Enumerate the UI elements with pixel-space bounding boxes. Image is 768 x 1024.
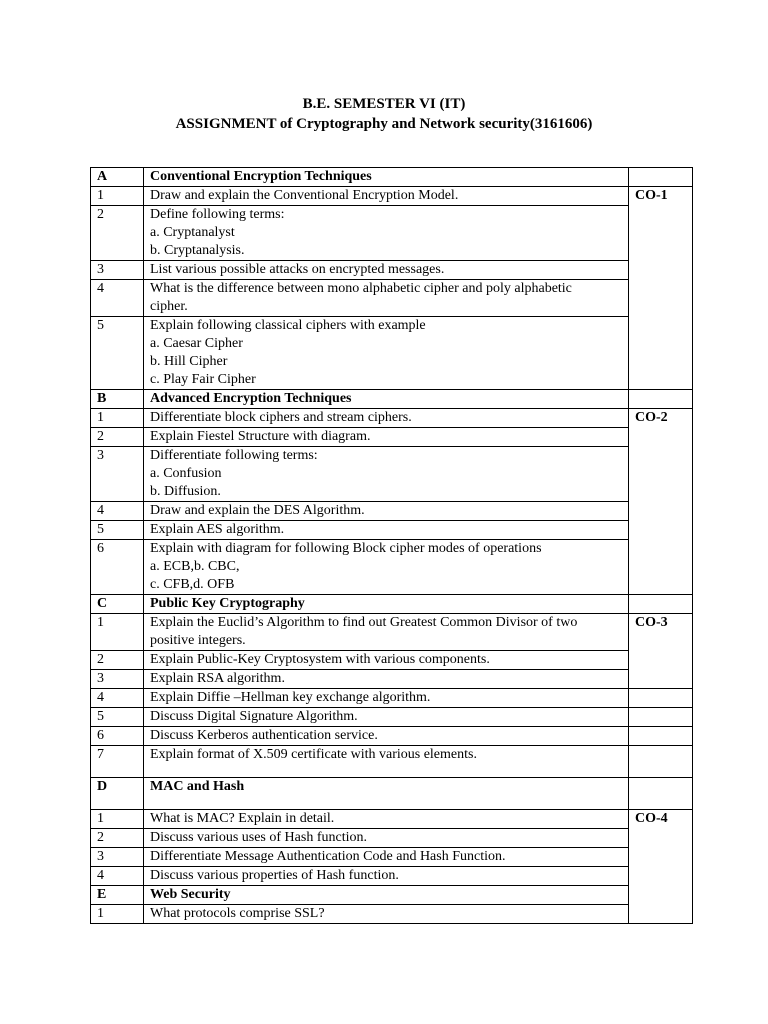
question-line: What protocols comprise SSL? bbox=[150, 906, 325, 921]
question-row bbox=[91, 651, 693, 670]
question-text bbox=[144, 829, 629, 848]
section-header-b bbox=[91, 390, 693, 409]
question-line: Discuss Digital Signature Algorithm. bbox=[150, 709, 358, 724]
course-outcome: CO-4 bbox=[629, 810, 693, 924]
question-text bbox=[144, 261, 629, 280]
co-cell bbox=[629, 595, 693, 614]
question-line: Discuss Kerberos authentication service. bbox=[150, 728, 378, 743]
question-line: Differentiate Message Authentication Code and Hash Function. bbox=[150, 849, 506, 864]
question-row bbox=[91, 187, 693, 206]
question-line: c. Play Fair Cipher bbox=[150, 372, 256, 387]
section-id: C bbox=[91, 595, 144, 614]
question-line: Define following terms: bbox=[150, 207, 285, 222]
question-text bbox=[144, 810, 629, 829]
question-row bbox=[91, 428, 693, 447]
question-number: 6 bbox=[91, 540, 144, 595]
question-text bbox=[144, 428, 629, 447]
section-id: A bbox=[91, 168, 144, 187]
question-text bbox=[144, 708, 629, 727]
question-number: 2 bbox=[91, 206, 144, 261]
question-line: List various possible attacks on encrypted messages. bbox=[150, 262, 445, 277]
question-row bbox=[91, 540, 693, 595]
question-number: 4 bbox=[91, 867, 144, 886]
question-line: Explain format of X.509 certificate with various elements. bbox=[150, 747, 477, 762]
question-row bbox=[91, 447, 693, 502]
co-cell bbox=[629, 746, 693, 778]
question-number: 2 bbox=[91, 651, 144, 670]
co-cell bbox=[629, 727, 693, 746]
section-title: MAC and Hash bbox=[144, 778, 629, 810]
question-number: 5 bbox=[91, 708, 144, 727]
question-line: c. CFB,d. OFB bbox=[150, 577, 235, 592]
question-text bbox=[144, 502, 629, 521]
question-line: Discuss various properties of Hash function. bbox=[150, 868, 399, 883]
question-row bbox=[91, 521, 693, 540]
question-number: 2 bbox=[91, 428, 144, 447]
question-text bbox=[144, 187, 629, 206]
question-line: a. Confusion bbox=[150, 466, 222, 481]
question-number: 3 bbox=[91, 261, 144, 280]
co-cell bbox=[629, 778, 693, 810]
question-text bbox=[144, 206, 629, 261]
question-text bbox=[144, 670, 629, 689]
question-line: Explain Public-Key Cryptosystem with various components. bbox=[150, 652, 490, 667]
section-header-a bbox=[91, 168, 693, 187]
section-header-c bbox=[91, 595, 693, 614]
question-number: 3 bbox=[91, 447, 144, 502]
question-row bbox=[91, 746, 693, 778]
question-row bbox=[91, 502, 693, 521]
section-id: E bbox=[91, 886, 144, 905]
question-row bbox=[91, 670, 693, 689]
question-line: Differentiate following terms: bbox=[150, 448, 318, 463]
question-text bbox=[144, 746, 629, 778]
section-id: B bbox=[91, 390, 144, 409]
assignment-table bbox=[90, 167, 693, 924]
question-text bbox=[144, 651, 629, 670]
question-number: 1 bbox=[91, 614, 144, 651]
section-title: Advanced Encryption Techniques bbox=[144, 390, 629, 409]
question-number: 3 bbox=[91, 848, 144, 867]
question-line: Discuss various uses of Hash function. bbox=[150, 830, 367, 845]
question-number: 1 bbox=[91, 810, 144, 829]
course-outcome: CO-2 bbox=[629, 409, 693, 595]
question-line: Explain following classical ciphers with example bbox=[150, 318, 426, 333]
co-cell bbox=[629, 390, 693, 409]
question-line: Differentiate block ciphers and stream ciphers. bbox=[150, 410, 412, 425]
question-line: b. Diffusion. bbox=[150, 484, 221, 499]
question-row bbox=[91, 689, 693, 708]
question-line: Explain AES algorithm. bbox=[150, 522, 285, 537]
question-line: Explain Diffie –Hellman key exchange algorithm. bbox=[150, 690, 431, 705]
question-row bbox=[91, 829, 693, 848]
question-line: Draw and explain the DES Algorithm. bbox=[150, 503, 365, 518]
question-number: 4 bbox=[91, 502, 144, 521]
question-number: 2 bbox=[91, 829, 144, 848]
question-text bbox=[144, 280, 629, 317]
document-header bbox=[0, 94, 768, 134]
question-row bbox=[91, 848, 693, 867]
section-header-d bbox=[91, 778, 693, 810]
question-number: 5 bbox=[91, 521, 144, 540]
section-title: Web Security bbox=[144, 886, 629, 905]
question-text bbox=[144, 317, 629, 390]
question-number: 1 bbox=[91, 409, 144, 428]
question-text bbox=[144, 614, 629, 651]
question-line: b. Hill Cipher bbox=[150, 354, 228, 369]
section-title: Public Key Cryptography bbox=[144, 595, 629, 614]
co-cell bbox=[629, 689, 693, 708]
question-text bbox=[144, 540, 629, 595]
question-line: Explain Fiestel Structure with diagram. bbox=[150, 429, 371, 444]
semester-title: B.E. SEMESTER VI (IT) bbox=[302, 96, 466, 112]
question-row bbox=[91, 810, 693, 829]
question-line: What is the difference between mono alphabetic cipher and poly alphabetic bbox=[150, 281, 572, 296]
section-title: Conventional Encryption Techniques bbox=[144, 168, 629, 187]
question-row bbox=[91, 727, 693, 746]
question-row bbox=[91, 867, 693, 886]
co-cell bbox=[629, 708, 693, 727]
question-text bbox=[144, 848, 629, 867]
question-row bbox=[91, 409, 693, 428]
question-row bbox=[91, 261, 693, 280]
question-number: 1 bbox=[91, 187, 144, 206]
question-number: 5 bbox=[91, 317, 144, 390]
question-line: Explain the Euclid’s Algorithm to find out Greatest Common Divisor of two bbox=[150, 615, 578, 630]
question-number: 3 bbox=[91, 670, 144, 689]
question-row bbox=[91, 905, 693, 924]
question-line: b. Cryptanalysis. bbox=[150, 243, 245, 258]
question-line: What is MAC? Explain in detail. bbox=[150, 811, 335, 826]
question-row bbox=[91, 708, 693, 727]
question-row bbox=[91, 280, 693, 317]
question-line: cipher. bbox=[150, 299, 188, 314]
question-text bbox=[144, 409, 629, 428]
question-line: a. ECB,b. CBC, bbox=[150, 559, 240, 574]
co-cell bbox=[629, 168, 693, 187]
question-number: 7 bbox=[91, 746, 144, 778]
co-cell bbox=[629, 670, 693, 689]
assignment-title: ASSIGNMENT of Cryptography and Network security(3161606) bbox=[175, 116, 593, 132]
question-text bbox=[144, 447, 629, 502]
question-row bbox=[91, 614, 693, 651]
question-row bbox=[91, 206, 693, 261]
question-text bbox=[144, 867, 629, 886]
section-header-e bbox=[91, 886, 693, 905]
question-text bbox=[144, 521, 629, 540]
course-outcome: CO-3 bbox=[629, 614, 693, 670]
course-outcome: CO-1 bbox=[629, 187, 693, 390]
section-id: D bbox=[91, 778, 144, 810]
question-line: positive integers. bbox=[150, 633, 246, 648]
question-number: 1 bbox=[91, 905, 144, 924]
question-text bbox=[144, 727, 629, 746]
question-row bbox=[91, 317, 693, 390]
question-line: Draw and explain the Conventional Encryption Model. bbox=[150, 188, 459, 203]
question-line: a. Cryptanalyst bbox=[150, 225, 235, 240]
question-text bbox=[144, 689, 629, 708]
question-line: a. Caesar Cipher bbox=[150, 336, 243, 351]
question-number: 4 bbox=[91, 689, 144, 708]
question-number: 4 bbox=[91, 280, 144, 317]
question-number: 6 bbox=[91, 727, 144, 746]
question-line: Explain with diagram for following Block cipher modes of operations bbox=[150, 541, 542, 556]
question-line: Explain RSA algorithm. bbox=[150, 671, 285, 686]
question-text bbox=[144, 905, 629, 924]
